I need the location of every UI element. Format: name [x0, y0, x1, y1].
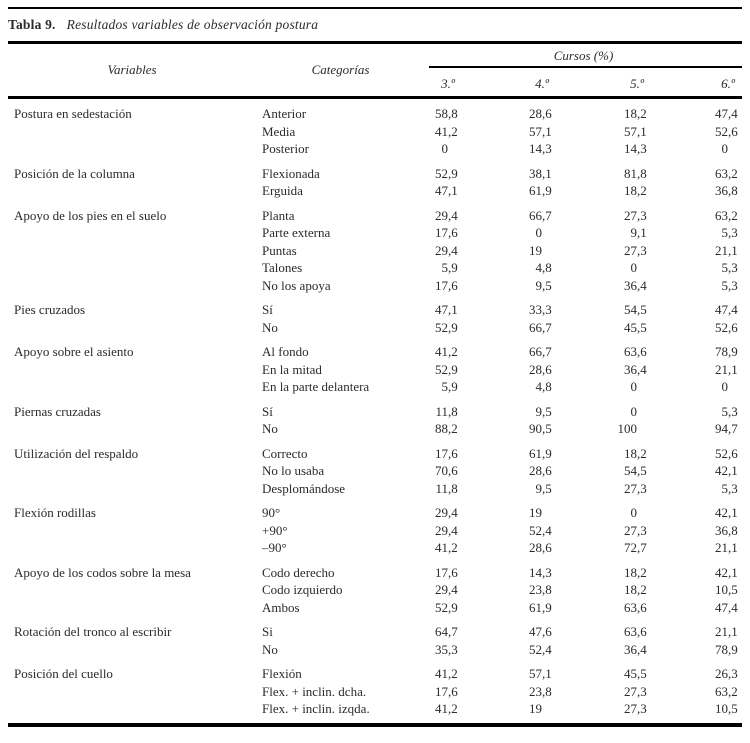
- table-row: [8, 641, 742, 659]
- value-cell: 5 ,9: [441, 260, 458, 275]
- value-cell: 11 ,8: [435, 403, 458, 419]
- table-row: [8, 504, 742, 522]
- value-cell: 63 ,6: [624, 344, 647, 359]
- value-cell: 47 ,1: [435, 302, 458, 317]
- bottom-rule: [8, 723, 742, 727]
- value-cell: 29 ,4: [435, 207, 458, 223]
- value-cell: 27 ,3: [624, 683, 647, 699]
- categoria-cell: Flex. + inclin. izqda.: [262, 701, 370, 716]
- value-cell: 36 ,8: [715, 522, 738, 538]
- value-cell: 10 ,5: [715, 701, 738, 716]
- value-cell: 23 ,8: [529, 582, 552, 597]
- value-cell: 17 ,6: [435, 564, 458, 580]
- table-row: [8, 207, 742, 225]
- table-9: [8, 7, 742, 727]
- value-cell: 66 ,7: [529, 319, 552, 335]
- value-cell: 94 ,7: [715, 421, 738, 436]
- table-row: [8, 564, 742, 582]
- table-header: [8, 44, 742, 99]
- table-row: [8, 700, 742, 718]
- categoria-cell: Sí: [262, 403, 273, 419]
- value-cell: 61 ,9: [529, 183, 552, 198]
- table-row: [8, 123, 742, 141]
- categoria-cell: Erguida: [262, 183, 303, 198]
- variable-cell: [8, 224, 256, 242]
- value-cell: 72 ,7: [624, 540, 647, 555]
- value-cell: 57 ,1: [529, 123, 552, 139]
- table-row: [8, 343, 742, 361]
- value-cell: 63 ,6: [624, 624, 647, 639]
- value-cell: 36 ,4: [624, 361, 647, 377]
- value-cell: 100: [617, 421, 637, 436]
- value-cell: 35 ,3: [435, 641, 458, 657]
- value-cell: 41 ,2: [435, 666, 458, 681]
- value-cell: 5 ,3: [721, 480, 738, 496]
- categoria-cell: Talones: [262, 260, 303, 275]
- value-cell: 52 ,6: [715, 123, 738, 139]
- categoria-cell: Flexión: [262, 666, 302, 681]
- column-header-curso-5: 5.º: [630, 76, 644, 91]
- variable-cell: [8, 361, 256, 379]
- value-cell: 63 ,2: [715, 207, 738, 223]
- column-header-variables: Variables: [107, 62, 157, 77]
- value-cell: 27 ,3: [624, 480, 647, 496]
- value-cell: 52 ,9: [435, 599, 458, 615]
- value-cell: 58 ,8: [435, 106, 458, 121]
- value-cell: 5 ,9: [441, 379, 458, 394]
- value-cell: 23 ,8: [529, 683, 552, 699]
- value-cell: 14 ,3: [529, 564, 552, 580]
- table-row: [8, 623, 742, 641]
- variable-cell: [8, 378, 256, 396]
- categoria-cell: En la mitad: [262, 361, 322, 377]
- value-cell: 4 ,8: [535, 260, 552, 275]
- value-cell: 0: [630, 260, 637, 275]
- value-cell: 17 ,6: [435, 683, 458, 699]
- categoria-cell: Flexionada: [262, 165, 320, 181]
- value-cell: 5 ,3: [721, 403, 738, 419]
- value-cell: 52 ,9: [435, 165, 458, 181]
- value-cell: 0: [721, 141, 728, 156]
- value-cell: 0: [441, 141, 448, 156]
- value-cell: 27 ,3: [624, 522, 647, 538]
- value-cell: 78 ,9: [715, 641, 738, 657]
- value-cell: 52 ,4: [529, 522, 552, 538]
- categoria-cell: 90°: [262, 505, 281, 520]
- categoria-cell: Puntas: [262, 242, 297, 258]
- value-cell: 90 ,5: [529, 421, 552, 436]
- value-cell: 17 ,6: [435, 445, 458, 461]
- variable-cell: [8, 123, 256, 141]
- categoria-cell: En la parte delantera: [262, 379, 370, 394]
- value-cell: 28 ,6: [529, 361, 552, 377]
- value-cell: 9 ,5: [535, 480, 552, 496]
- value-cell: 47 ,1: [435, 183, 458, 198]
- variable-cell: [8, 522, 256, 540]
- categoria-cell: Media: [262, 123, 296, 139]
- value-cell: 52 ,9: [435, 361, 458, 377]
- categoria-cell: Desplomándose: [262, 480, 346, 496]
- value-cell: 61 ,9: [529, 445, 552, 461]
- value-cell: 0: [630, 403, 637, 419]
- value-cell: 0: [721, 379, 728, 394]
- value-cell: 66 ,7: [529, 344, 552, 359]
- value-cell: 42 ,1: [715, 463, 738, 478]
- value-cell: 5 ,3: [721, 225, 738, 240]
- table-row: [8, 301, 742, 319]
- value-cell: 88 ,2: [435, 421, 458, 436]
- variable-cell: [8, 182, 256, 200]
- variable-cell: [8, 319, 256, 337]
- value-cell: 28 ,6: [529, 540, 552, 555]
- value-cell: 9 ,5: [535, 403, 552, 419]
- variable-cell: Apoyo de los codos sobre la mesa: [14, 564, 191, 580]
- column-header-curso-6: 6.º: [721, 76, 735, 91]
- value-cell: 29 ,4: [435, 505, 458, 520]
- categoria-cell: Codo derecho: [262, 564, 335, 580]
- value-cell: 41 ,2: [435, 123, 458, 139]
- variable-cell: [8, 683, 256, 701]
- value-cell: 64 ,7: [435, 624, 458, 639]
- course-subheaders: [425, 68, 742, 96]
- value-cell: 42 ,1: [715, 564, 738, 580]
- categoria-cell: Codo izquierdo: [262, 582, 343, 597]
- variable-cell: Utilización del respaldo: [14, 445, 139, 461]
- value-cell: 52 ,6: [715, 445, 738, 461]
- value-cell: 54 ,5: [624, 302, 647, 317]
- value-cell: 52 ,9: [435, 319, 458, 335]
- value-cell: 9 ,5: [535, 277, 552, 293]
- value-cell: 78 ,9: [715, 344, 738, 359]
- table-row: [8, 319, 742, 337]
- categoria-cell: No los apoya: [262, 277, 331, 293]
- variable-cell: [8, 420, 256, 438]
- variable-cell: [8, 140, 256, 158]
- value-cell: 52 ,4: [529, 641, 552, 657]
- value-cell: 18 ,2: [624, 445, 647, 461]
- categoria-cell: Anterior: [262, 106, 307, 121]
- variable-cell: [8, 539, 256, 557]
- categoria-cell: No lo usaba: [262, 463, 325, 478]
- table-row: [8, 277, 742, 295]
- variable-cell: [8, 242, 256, 260]
- variable-cell: Apoyo de los pies en el suelo: [14, 207, 167, 223]
- table-row: [8, 665, 742, 683]
- categoria-cell: Si: [262, 624, 273, 639]
- value-cell: 41 ,2: [435, 701, 458, 716]
- variable-cell: [8, 641, 256, 659]
- value-cell: 63 ,2: [715, 165, 738, 181]
- value-cell: 19: [529, 701, 542, 716]
- value-cell: 21 ,1: [715, 540, 738, 555]
- column-header-curso-3: 3.º: [441, 76, 455, 91]
- table-caption: [8, 9, 742, 44]
- value-cell: 21 ,1: [715, 624, 738, 639]
- value-cell: 45 ,5: [624, 319, 647, 335]
- variable-cell: Flexión rodillas: [14, 505, 96, 520]
- value-cell: 41 ,2: [435, 540, 458, 555]
- value-cell: 18 ,2: [624, 564, 647, 580]
- value-cell: 66 ,7: [529, 207, 552, 223]
- categoria-cell: Flex. + inclin. dcha.: [262, 683, 367, 699]
- table-caption-title: Resultados variables de observación postura: [66, 17, 319, 32]
- value-cell: 47 ,6: [529, 624, 552, 639]
- table-body: [8, 99, 742, 723]
- value-cell: 36 ,8: [715, 183, 738, 198]
- value-cell: 0: [630, 505, 637, 520]
- value-cell: 29 ,4: [435, 582, 458, 597]
- table-row: [8, 445, 742, 463]
- value-cell: 26 ,3: [715, 666, 738, 681]
- value-cell: 21 ,1: [715, 242, 738, 258]
- variable-cell: [8, 599, 256, 617]
- categoria-cell: Correcto: [262, 445, 308, 461]
- categoria-cell: Posterior: [262, 141, 309, 156]
- variable-cell: [8, 700, 256, 718]
- value-cell: 14 ,3: [624, 141, 647, 156]
- table-row: [8, 539, 742, 557]
- table-row: [8, 420, 742, 438]
- variable-cell: Rotación del tronco al escribir: [14, 624, 172, 639]
- variable-cell: [8, 259, 256, 277]
- value-cell: 28 ,6: [529, 463, 552, 478]
- value-cell: 0: [630, 379, 637, 394]
- variable-cell: Pies cruzados: [14, 302, 86, 317]
- value-cell: 81 ,8: [624, 165, 647, 181]
- value-cell: 42 ,1: [715, 505, 738, 520]
- variable-cell: [8, 480, 256, 498]
- categoria-cell: No: [262, 319, 278, 335]
- value-cell: 0: [535, 225, 542, 240]
- table-caption-label: Tabla 9.: [8, 17, 56, 32]
- categoria-cell: +90°: [262, 522, 288, 538]
- value-cell: 41 ,2: [435, 344, 458, 359]
- value-cell: 11 ,8: [435, 480, 458, 496]
- value-cell: 17 ,6: [435, 225, 458, 240]
- value-cell: 10 ,5: [715, 582, 738, 597]
- categoria-cell: No: [262, 641, 278, 657]
- table-row: [8, 105, 742, 123]
- value-cell: 36 ,4: [624, 277, 647, 293]
- categoria-cell: Ambos: [262, 599, 300, 615]
- column-header-cursos: Cursos (%): [553, 48, 614, 63]
- table-row: [8, 378, 742, 396]
- value-cell: 19: [529, 242, 542, 258]
- table-row: [8, 462, 742, 480]
- categoria-cell: –90°: [262, 540, 287, 555]
- table-row: [8, 403, 742, 421]
- value-cell: 19: [529, 505, 542, 520]
- variable-cell: [8, 277, 256, 295]
- table-row: [8, 683, 742, 701]
- value-cell: 18 ,2: [624, 183, 647, 198]
- table-row: [8, 581, 742, 599]
- categoria-cell: No: [262, 421, 278, 436]
- variable-cell: [8, 581, 256, 599]
- value-cell: 5 ,3: [721, 260, 738, 275]
- value-cell: 57 ,1: [529, 666, 552, 681]
- value-cell: 18 ,2: [624, 106, 647, 121]
- value-cell: 27 ,3: [624, 701, 647, 716]
- value-cell: 17 ,6: [435, 277, 458, 293]
- value-cell: 54 ,5: [624, 463, 647, 478]
- value-cell: 4 ,8: [535, 379, 552, 394]
- value-cell: 36 ,4: [624, 641, 647, 657]
- table-row: [8, 242, 742, 260]
- table-row: [8, 182, 742, 200]
- value-cell: 63 ,2: [715, 683, 738, 699]
- column-header-categorias: Categorías: [311, 62, 370, 77]
- value-cell: 5 ,3: [721, 277, 738, 293]
- value-cell: 33 ,3: [529, 302, 552, 317]
- value-cell: 9 ,1: [630, 225, 647, 240]
- variable-cell: Posición de la columna: [14, 165, 135, 181]
- variable-cell: Posición del cuello: [14, 666, 113, 681]
- table-row: [8, 140, 742, 158]
- value-cell: 29 ,4: [435, 522, 458, 538]
- value-cell: 27 ,3: [624, 207, 647, 223]
- table-row: [8, 522, 742, 540]
- value-cell: 61 ,9: [529, 599, 552, 615]
- column-group-cursos: [425, 44, 742, 96]
- categoria-cell: Sí: [262, 302, 273, 317]
- table-row: [8, 224, 742, 242]
- column-header-curso-4: 4.º: [535, 76, 549, 91]
- table-row: [8, 599, 742, 617]
- value-cell: 18 ,2: [624, 582, 647, 597]
- table-row: [8, 361, 742, 379]
- value-cell: 63 ,6: [624, 599, 647, 615]
- value-cell: 47 ,4: [715, 106, 738, 121]
- categoria-cell: Planta: [262, 207, 295, 223]
- value-cell: 70 ,6: [435, 463, 458, 478]
- categoria-cell: Al fondo: [262, 344, 309, 359]
- value-cell: 45 ,5: [624, 666, 647, 681]
- value-cell: 14 ,3: [529, 141, 552, 156]
- table-row: [8, 480, 742, 498]
- value-cell: 47 ,4: [715, 302, 738, 317]
- variable-cell: Piernas cruzadas: [14, 403, 101, 419]
- variable-cell: Postura en sedestación: [14, 106, 132, 121]
- variable-cell: [8, 462, 256, 480]
- value-cell: 27 ,3: [624, 242, 647, 258]
- categoria-cell: Parte externa: [262, 225, 331, 240]
- value-cell: 29 ,4: [435, 242, 458, 258]
- value-cell: 47 ,4: [715, 599, 738, 615]
- value-cell: 28 ,6: [529, 106, 552, 121]
- variable-cell: Apoyo sobre el asiento: [14, 344, 134, 359]
- table-row: [8, 259, 742, 277]
- value-cell: 21 ,1: [715, 361, 738, 377]
- value-cell: 38 ,1: [529, 165, 552, 181]
- table-row: [8, 165, 742, 183]
- value-cell: 52 ,6: [715, 319, 738, 335]
- value-cell: 57 ,1: [624, 123, 647, 139]
